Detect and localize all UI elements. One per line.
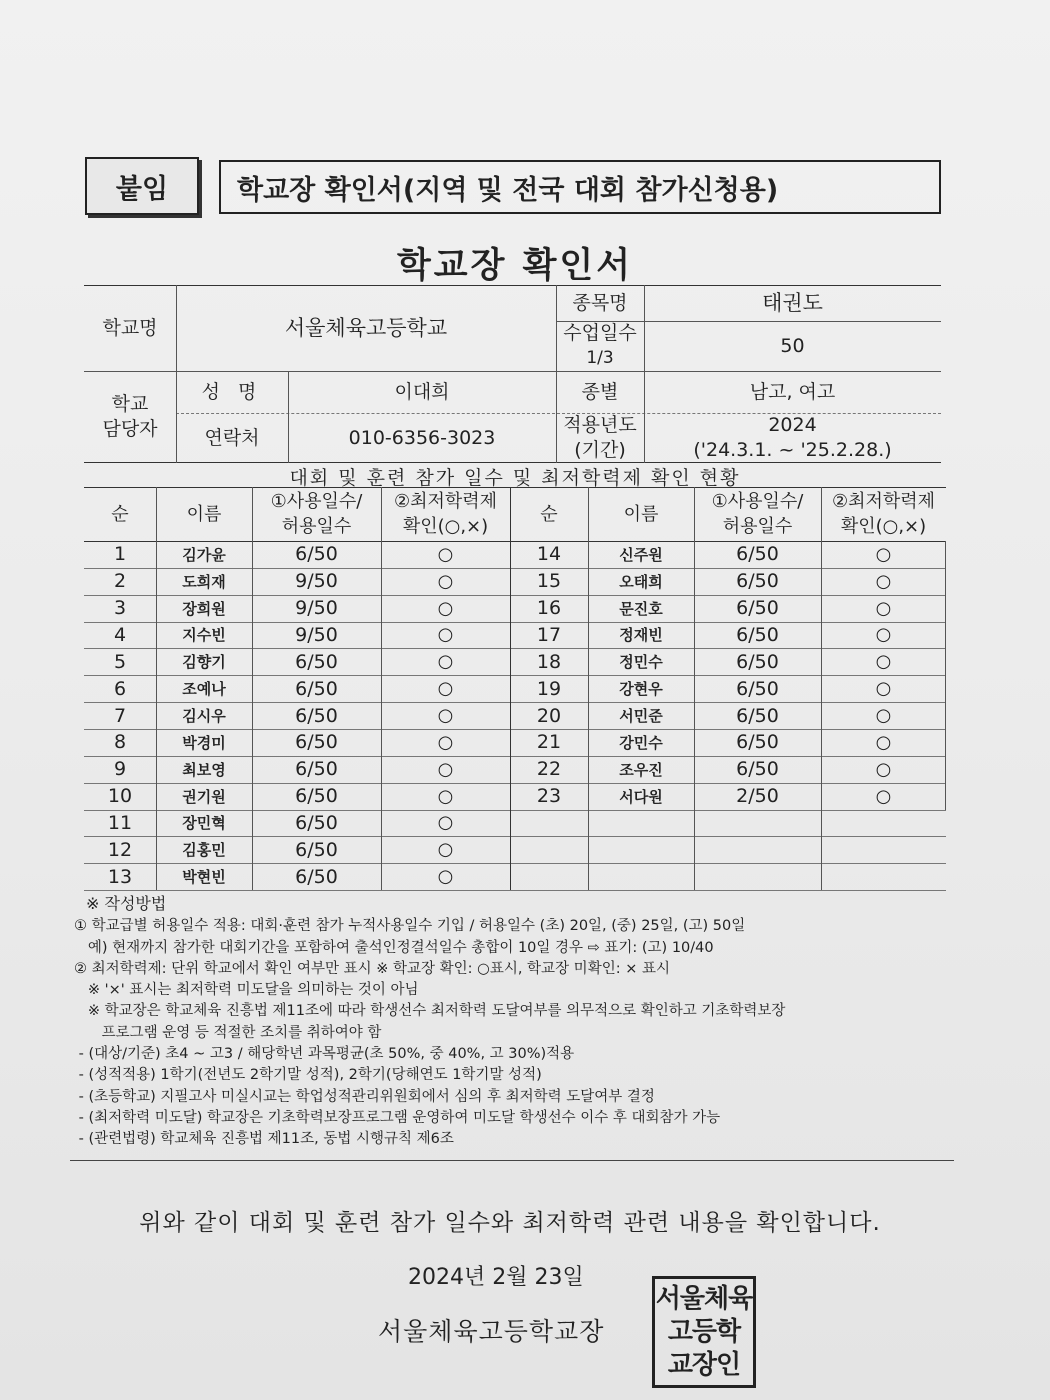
student-name: 최보영 [182, 760, 226, 779]
section-title: 대회 및 훈련 참가 일수 및 최저학력제 확인 현황 [289, 467, 741, 489]
min-academic-check: ○ [875, 543, 892, 565]
issue-date: 2024년 2월 23일 [408, 1265, 584, 1290]
row-number: 22 [536, 758, 562, 781]
days-used: 6/50 [736, 758, 779, 781]
student-name: 강현우 [619, 680, 663, 699]
type-value: 남고, 여고 [749, 380, 836, 403]
staff-label-line-2: 담당자 [102, 418, 158, 440]
student-name: 강민수 [619, 733, 663, 752]
header-no-left: 순 [111, 503, 129, 525]
student-name: 오태희 [619, 572, 663, 591]
student-name: 조우진 [619, 760, 663, 779]
student-name: 김홍민 [182, 841, 226, 860]
note-line: - (최저학력 미도달) 학교장은 기초학력보장프로그램 운영하여 미도달 학생선수 이수 후 대회참가 가능 [74, 1109, 721, 1126]
note-line: ※ '×' 표시는 최저학력 미도달을 의미하는 것이 아님 [74, 982, 419, 999]
header-check-left-line-2: 확인(○,×) [402, 516, 489, 537]
class-days-label-text: 수업일수 [563, 322, 637, 344]
min-academic-check: ○ [875, 597, 892, 619]
min-academic-check: ○ [875, 705, 892, 727]
table-rule [84, 890, 946, 891]
min-academic-check: ○ [437, 597, 454, 619]
header-check-left [381, 487, 510, 541]
principal-seal-stamp [652, 1276, 756, 1388]
row-number: 12 [107, 838, 133, 861]
days-used: 9/50 [295, 570, 338, 593]
school-info-table [84, 285, 941, 463]
days-used: 6/50 [295, 704, 338, 727]
min-academic-check: ○ [875, 570, 892, 592]
student-name: 신주원 [619, 545, 663, 564]
days-used: 6/50 [295, 650, 338, 673]
header-days-left-line-1: ①사용일수/ [270, 491, 363, 512]
row-number: 23 [536, 785, 562, 808]
contact-label: 연락처 [204, 426, 260, 449]
days-used: 6/50 [736, 543, 779, 566]
staff-label-line-1: 학교 [111, 393, 149, 415]
header-check-right-line-1: ②최저학력제 [831, 491, 936, 512]
type-label: 종별 [581, 380, 619, 403]
min-academic-check: ○ [437, 812, 454, 834]
header-no-right: 순 [540, 503, 558, 525]
note-line: ※ 작성방법 [86, 894, 167, 913]
min-academic-check: ○ [437, 839, 454, 861]
min-academic-check: ○ [875, 731, 892, 753]
student-name: 장희원 [182, 599, 226, 618]
class-days-sub: 1/3 [586, 348, 614, 368]
header-days-right-line-1: ①사용일수/ [711, 491, 804, 512]
days-used: 6/50 [736, 731, 779, 754]
note-line: - (성적적용) 1학기(전년도 2학기말 성적), 2학기(당해연도 1학기말 성적) [74, 1067, 542, 1084]
student-name: 서민준 [619, 707, 663, 726]
row-number: 7 [113, 704, 127, 727]
year-label [556, 413, 644, 463]
staff-label [84, 371, 176, 463]
student-name: 김향기 [182, 653, 226, 672]
min-academic-check: ○ [875, 785, 892, 807]
row-number: 14 [536, 543, 562, 566]
row-number: 3 [113, 597, 127, 620]
student-name: 정민수 [619, 653, 663, 672]
row-number: 4 [113, 623, 127, 646]
class-days-label [556, 321, 644, 371]
note-line: 예) 현재까지 참가한 대회기간을 포함하여 출석인정결석일수 총합이 10일 경우 ⇨ 표기: (고) 10/40 [74, 939, 714, 956]
note-line: ② 최저학력제: 단위 학교에서 확인 여부만 표시 ※ 학교장 확인: ○표시, 학교장 미확인: × 표시 [74, 960, 670, 977]
header-name-left: 이름 [186, 503, 222, 525]
event-label: 종목명 [572, 291, 628, 314]
min-academic-check: ○ [437, 678, 454, 700]
student-name: 문진호 [619, 599, 663, 618]
min-academic-check: ○ [875, 651, 892, 673]
days-used: 9/50 [295, 623, 338, 646]
school-name-value: 서울체육고등학교 [284, 315, 448, 340]
note-line: 프로그램 운영 등 적절한 조치를 취하여야 함 [74, 1024, 382, 1041]
min-academic-check: ○ [437, 785, 454, 807]
header-check-left-line-1: ②최저학력제 [393, 491, 498, 512]
min-academic-check: ○ [875, 678, 892, 700]
confirmation-statement: 위와 같이 대회 및 훈련 참가 일수와 최저학력 관련 내용을 확인합니다. [139, 1210, 881, 1236]
student-name: 김가윤 [182, 545, 226, 564]
min-academic-check: ○ [437, 624, 454, 646]
note-line: - (대상/기준) 초4 ~ 고3 / 해당학년 과목평균(초 50%, 중 40%, 고 30%)적용 [74, 1046, 575, 1063]
days-used: 6/50 [295, 677, 338, 700]
student-name: 권기원 [182, 787, 226, 806]
row-number: 2 [113, 570, 127, 593]
min-academic-check: ○ [437, 758, 454, 780]
year-value [644, 413, 941, 463]
seal-line: 교장인 [667, 1349, 741, 1380]
min-academic-check: ○ [437, 705, 454, 727]
contact-value: 010-6356-3023 [348, 426, 496, 449]
student-name: 서다원 [619, 787, 663, 806]
writing-instructions [74, 893, 964, 1151]
days-used: 2/50 [736, 785, 779, 808]
event-value: 태권도 [762, 290, 823, 315]
row-number: 18 [536, 650, 562, 673]
year-label-sub: (기간) [574, 439, 626, 461]
student-name: 정재빈 [619, 626, 663, 645]
document-title: 학교장 확인서 [396, 246, 634, 286]
seal-line: 서울체육 [655, 1284, 753, 1315]
student-name: 도희재 [182, 572, 226, 591]
name-label: 성 명 [201, 380, 263, 403]
min-academic-check: ○ [437, 866, 454, 888]
min-academic-check: ○ [437, 731, 454, 753]
name-value: 이대희 [394, 380, 450, 403]
days-used: 6/50 [295, 758, 338, 781]
year-period: ('24.3.1. ~ '25.2.28.) [693, 439, 892, 461]
school-name-label: 학교명 [102, 316, 158, 339]
days-used: 6/50 [295, 785, 338, 808]
header-days-right [694, 487, 821, 541]
row-number: 6 [113, 677, 127, 700]
principal-signature-line: 서울체육고등학교장 [378, 1317, 605, 1346]
note-line: - (관련법령) 학교체육 진흥법 제11조, 동법 시행규칙 제6조 [74, 1131, 454, 1148]
student-name: 김시우 [182, 707, 226, 726]
days-used: 6/50 [295, 865, 338, 888]
header-days-left [252, 487, 381, 541]
row-number: 19 [536, 677, 562, 700]
student-name: 지수빈 [182, 626, 226, 645]
header-check-right [821, 487, 946, 541]
row-number: 5 [113, 650, 127, 673]
row-number: 9 [113, 758, 127, 781]
year-value-text: 2024 [768, 414, 817, 436]
header-days-right-line-2: 허용일수 [722, 516, 793, 537]
header-title-box: 학교장 확인서(지역 및 전국 대회 참가신청용) [219, 160, 941, 214]
row-number: 11 [107, 811, 133, 834]
participation-table [84, 463, 946, 891]
student-name: 장민혁 [182, 814, 226, 833]
note-line: - (초등학교) 지필고사 미실시교는 학업성적관리위원회에서 심의 후 최저학력 도달여부 결정 [74, 1088, 655, 1105]
row-number: 17 [536, 623, 562, 646]
note-line: ※ 학교장은 학교체육 진흥법 제11조에 따라 학생선수 최저학력 도달여부를 의무적으로 확인하고 기초학력보장 [74, 1003, 786, 1020]
min-academic-check: ○ [875, 624, 892, 646]
student-name: 박경미 [182, 733, 226, 752]
min-academic-check: ○ [437, 570, 454, 592]
header-check-right-line-2: 확인(○,×) [840, 516, 927, 537]
days-used: 6/50 [736, 570, 779, 593]
days-used: 6/50 [736, 650, 779, 673]
class-days-value: 50 [780, 334, 805, 357]
row-number: 1 [113, 543, 127, 566]
days-used: 6/50 [295, 838, 338, 861]
days-used: 6/50 [295, 811, 338, 834]
days-used: 6/50 [736, 597, 779, 620]
attachment-tag: 붙임 [85, 157, 199, 215]
days-used: 6/50 [736, 677, 779, 700]
seal-line: 고등학 [667, 1316, 741, 1347]
days-used: 6/50 [736, 623, 779, 646]
days-used: 6/50 [295, 543, 338, 566]
row-number: 15 [536, 570, 562, 593]
row-number: 8 [113, 731, 127, 754]
header-days-left-line-2: 허용일수 [281, 516, 352, 537]
student-name: 조예나 [182, 680, 226, 699]
header-name-right: 이름 [623, 503, 659, 525]
days-used: 6/50 [295, 731, 338, 754]
year-label-text: 적용년도 [563, 414, 637, 436]
note-line: ① 학교급별 허용일수 적용: 대회·훈련 참가 누적사용일수 기입 / 허용일수 (초) 20일, (중) 25일, (고) 50일 [74, 918, 746, 935]
min-academic-check: ○ [437, 651, 454, 673]
days-used: 6/50 [736, 704, 779, 727]
row-number: 20 [536, 704, 562, 727]
row-number: 13 [107, 865, 133, 888]
min-academic-check: ○ [437, 543, 454, 565]
row-number: 10 [107, 785, 133, 808]
row-number: 21 [536, 731, 562, 754]
notes-divider [70, 1160, 954, 1161]
min-academic-check: ○ [875, 758, 892, 780]
days-used: 9/50 [295, 597, 338, 620]
student-name: 박현빈 [182, 868, 226, 887]
row-number: 16 [536, 597, 562, 620]
